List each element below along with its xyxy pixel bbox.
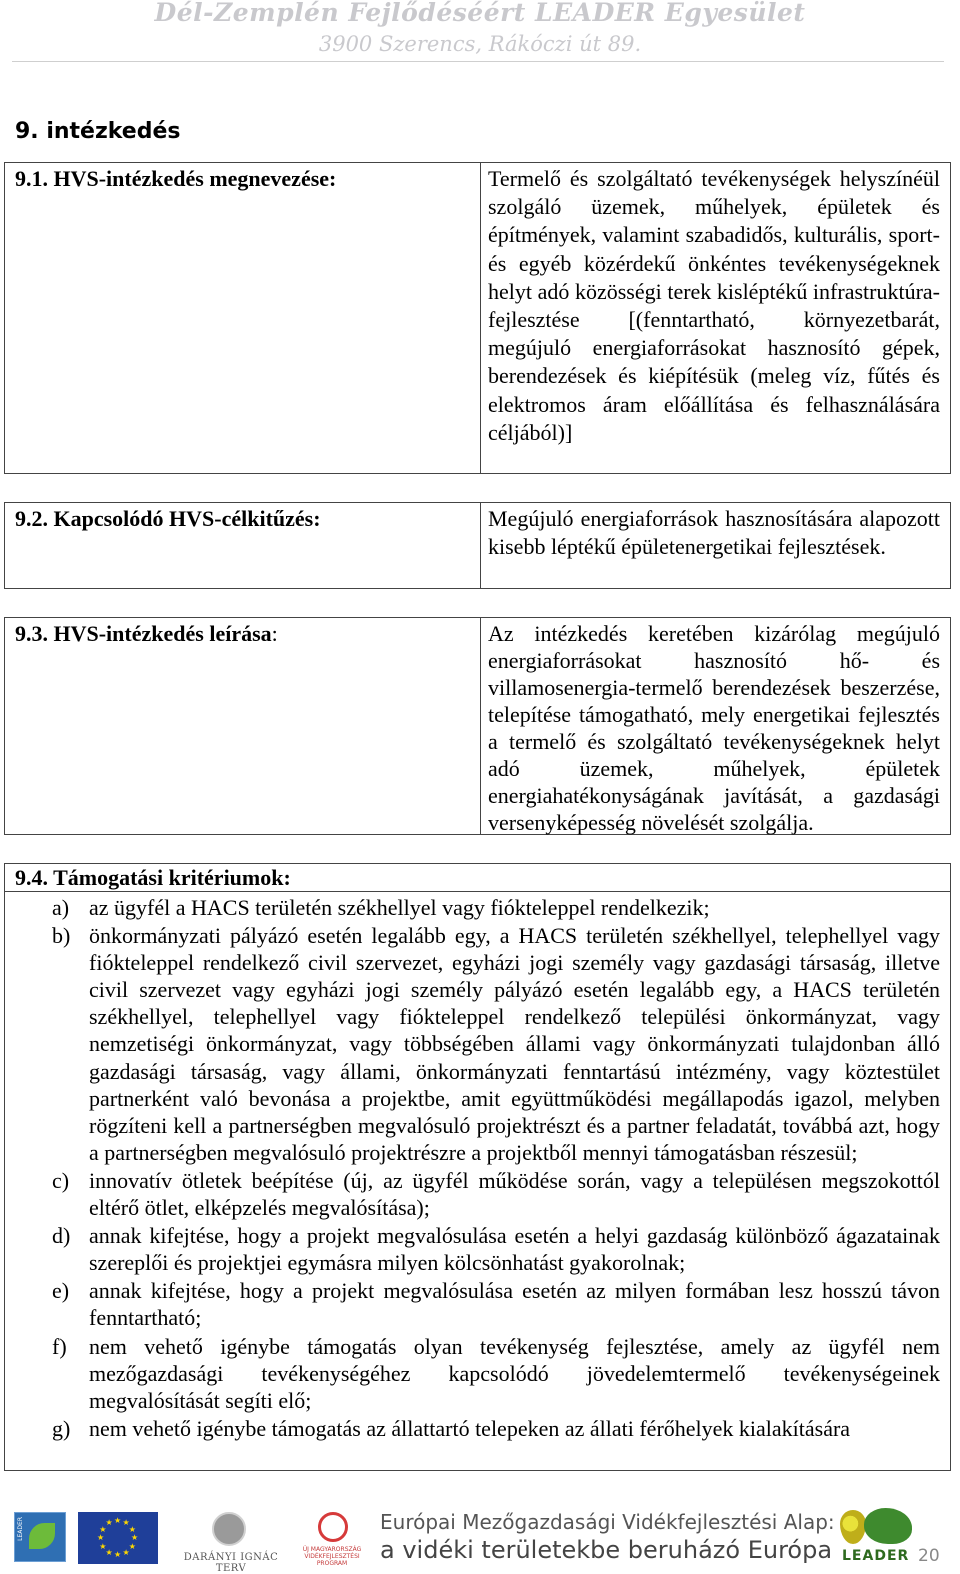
eu-star-icon: ★ [105, 1518, 113, 1528]
ring-icon [318, 1512, 348, 1542]
criteria-letter: e) [52, 1278, 70, 1304]
criteria-letter: a) [52, 895, 70, 920]
eu-star-icon: ★ [122, 1547, 130, 1557]
eu-star-icon: ★ [122, 1518, 130, 1528]
row-label: 9.1. HVS-intézkedés megnevezése: [15, 166, 337, 191]
criteria-letter: d) [52, 1223, 71, 1249]
eu-star-icon: ★ [114, 1550, 122, 1559]
criteria-text: nem vehető igénybe támogatás olyan tevékenység fejlesztése, amely az ügyfél nem mezőgazdasági tevékenységéhez kapcsolódó jövedelemtermelő tevékenységeinek megvalósítását segíti elő; [89, 1333, 940, 1413]
daranyi-ignac-terv-logo-icon: DARÁNYI IGNÁC TERV [176, 1512, 286, 1564]
eafrd-slogan-line-2: a vidéki területekbe beruházó Európa [380, 1536, 833, 1564]
umvp-logo-icon: ÚJ MAGYARORSZÁG VIDÉKFEJLESZTÉSI PROGRAM [300, 1512, 364, 1564]
eafrd-slogan-line-1: Európai Mezőgazdasági Vidékfejlesztési Alap: [380, 1510, 835, 1534]
criteria-title: 9.4. Támogatási kritériumok: [15, 865, 291, 890]
header-divider [12, 61, 944, 62]
row-9-2 [4, 502, 951, 589]
criteria-text: önkormányzati pályázó esetén legalább egy, a HACS területén székhellyel, telephellyel vagy fiókteleppel rendelkező civil szervezet, egyházi jogi személy vagy gazdasági társaság, illetve civil szervezet vagy egyházi jogi személy pályázó esetén legalább egy, a HACS területén székhellyel, telephellyel vagy fiókteleppel rendelkező települési önkormányzat, vagy nemzetiségi önkormányzat, vagy többségében állami vagy önkormányzati tulajdonban álló gazdasági társaság, vagy állami, önkormányzati fenntartású intézmény, vagy köztestület partnerként való bevonása a projektbe, amit együttműködési megállapodás igazol, melyben rögzíteni kell a partnerségben megvalósuló projektrészt és a partner feladatát, továbbá azt, hogy a partnerségben megvalósuló projektrészre a projektből mennyi támogatásban részesül; [89, 923, 940, 1165]
criteria-list [5, 894, 950, 1443]
criteria-letter: b) [52, 923, 71, 949]
criteria-letter: f) [52, 1333, 67, 1359]
eu-star-icon: ★ [99, 1541, 107, 1551]
criteria-item [5, 1222, 950, 1276]
leader-grapes-logo-icon: LEADER [836, 1508, 914, 1566]
criteria-item [5, 1333, 950, 1414]
criteria-text: innovatív ötletek beépítése (új, az ügyfél működése során, vagy a településen megszokottól eltérő ötlet, elképzelés megvalósítása); [89, 1167, 940, 1221]
row-content: Termelő és szolgáltató tevékenységek helyszínéül szolgáló üzemek, műhelyek, épületek és építmények, valamint szabadidős, kulturális, sport- és egyéb közérdekű önkéntes tevékenységeknek helyt adó közösségi terek kisléptékű infrastruktúra-fejlesztése [(fenntartható, környezetbarát, megújuló energiaforrásokat hasznosító gépek, berendezések és kiépítésük (meleg víz, fűtés és elektromos áram előállítása és felhasználására céljából)] [488, 166, 940, 445]
criteria-text: annak kifejtése, hogy a projekt megvalósulása esetén a helyi gazdaság különböző ágazatainak szereplői és projektjei egymásra milyen kölcsönhatást gyakorolnak; [89, 1223, 940, 1276]
row-content: Az intézkedés keretében kizárólag megújuló energiaforrásokat hasznosító hő- és villamosenergia-termelő berendezések beszerzése, telepítése támogatható, mely energetikai fejlesztés a termelő és szolgáltató tevékenységeknek helyt adó üzemek, műhelyek, épületek energiahatékonyságának javítását, a gazdasági versenyképesség növelését szolgálja. [488, 621, 940, 835]
column-divider [480, 503, 481, 588]
row-9-3 [4, 617, 951, 835]
criteria-item [5, 922, 950, 1166]
criteria-item [5, 1415, 950, 1442]
eu-flag-icon [78, 1512, 158, 1564]
column-divider [480, 163, 481, 473]
criteria-letter: c) [52, 1167, 70, 1193]
leaf-icon [29, 1523, 55, 1549]
organization-address: 3900 Szerencs, Rákóczi út 89. [318, 32, 642, 56]
eu-star-icon: ★ [128, 1541, 136, 1551]
eu-star-icon: ★ [97, 1533, 105, 1542]
section-title: 9. intézkedés [15, 119, 181, 144]
criteria-item [5, 1167, 950, 1221]
row-label: 9.2. Kapcsolódó HVS-célkitűzés: [15, 506, 321, 531]
criteria-item [5, 894, 950, 921]
column-divider [480, 618, 481, 834]
row-9-1 [4, 162, 951, 474]
row-content: Megújuló energiaforrások hasznosítására alapozott kisebb léptékű épületenergetikai fejlesztések. [488, 506, 940, 560]
portrait-medal-icon [212, 1512, 246, 1546]
criteria-text: annak kifejtése, hogy a projekt megvalósulása esetén az milyen formában lesz hosszú távon fenntartható; [89, 1278, 940, 1331]
eu-star-icon: ★ [114, 1516, 122, 1525]
organization-name: Dél-Zemplén Fejlődéséért LEADER Egyesület [154, 0, 806, 27]
eu-star-icon: ★ [99, 1524, 107, 1534]
foliage-icon [864, 1508, 912, 1544]
eu-star-icon: ★ [105, 1547, 113, 1557]
criteria-header [5, 864, 950, 892]
criteria-text: nem vehető igénybe támogatás az állattartó telepeken az állati férőhelyek kialakítására [89, 1415, 851, 1441]
row-label: 9.3. HVS-intézkedés leírása: [15, 621, 278, 646]
leader-logo-icon: LEADER [14, 1512, 66, 1562]
eu-star-icon: ★ [128, 1524, 136, 1534]
page-header [0, 0, 960, 64]
criteria-text: az ügyfél a HACS területén székhellyel vagy fiókteleppel rendelkezik; [89, 895, 710, 920]
criteria-item [5, 1277, 950, 1331]
grapes-icon [840, 1510, 866, 1544]
criteria-box [4, 863, 951, 1471]
criteria-letter: g) [52, 1415, 71, 1441]
page-number: 20 [918, 1546, 940, 1566]
eu-star-icon: ★ [131, 1533, 139, 1542]
page-footer [0, 1500, 960, 1574]
